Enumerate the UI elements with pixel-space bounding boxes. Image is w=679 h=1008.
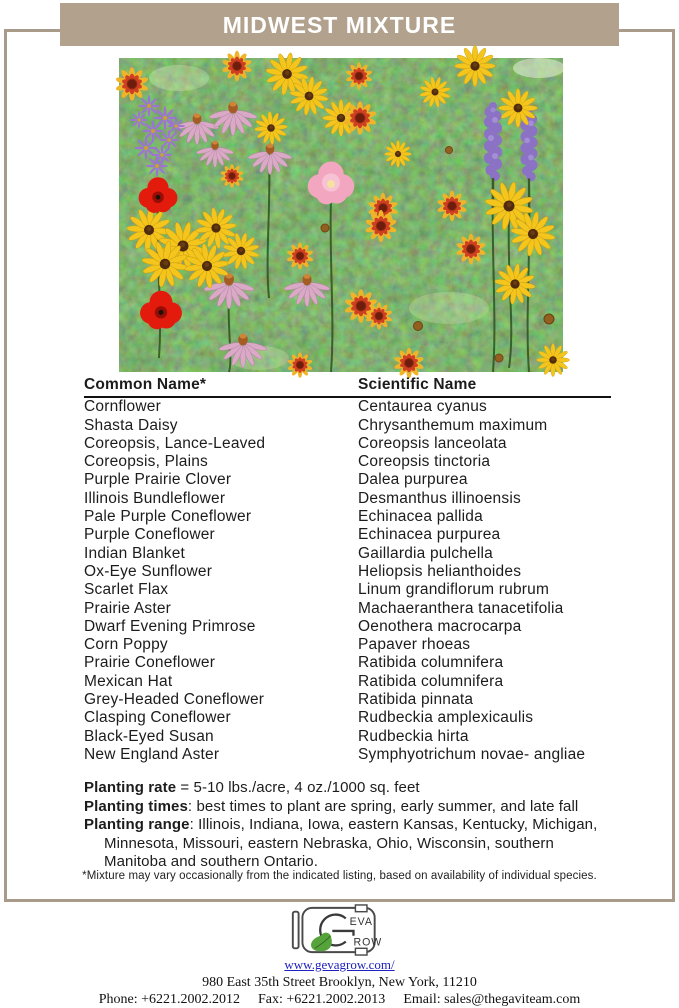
- footer: [0, 904, 679, 1008]
- table-row: Cornflower Centaurea cyanus: [84, 398, 488, 416]
- table-row: Prairie Coneflower Ratibida columnifera: [84, 654, 504, 672]
- table-row: Mexican Hat Ratibida columnifera: [84, 672, 504, 690]
- wildflower-meadow-image: [119, 58, 563, 372]
- table-row: Pale Purple Coneflower Echinacea pallida: [84, 508, 483, 526]
- mixture-disclaimer: *Mixture may vary occasionally from the indicated listing, based on availability of individual species.: [82, 870, 597, 882]
- page-title: MIDWEST MIXTURE: [222, 12, 457, 38]
- planting-range-line-3: Manitoba and southern Ontario.: [104, 853, 318, 871]
- table-row: Corn Poppy Papaver rhoeas: [84, 636, 471, 654]
- gevagrow-logo: [291, 904, 389, 956]
- table-row: Purple Prairie Clover Dalea purpurea: [84, 471, 468, 489]
- table-header-row: [84, 376, 611, 397]
- website-link[interactable]: www.gevagrow.com/: [284, 957, 395, 972]
- table-row: Scarlet Flax Linum grandiflorum rubrum: [84, 581, 550, 599]
- title-bar: [60, 3, 619, 46]
- table-row: Ox-Eye Sunflower Heliopsis helianthoides: [84, 562, 522, 580]
- table-row: Grey-Headed Coneflower Ratibida pinnata: [84, 691, 474, 709]
- phone-value: Phone: +6221.2002.2012: [98, 992, 241, 1007]
- planting-info: [84, 779, 640, 872]
- table-row: Purple Coneflower Echinacea purpurea: [84, 526, 501, 544]
- table-row: Coreopsis, Plains Coreopsis tinctoria: [84, 453, 491, 471]
- planting-rate-line: Planting rate = 5-10 lbs./acre, 4 oz./1000 sq. feet: [84, 779, 420, 796]
- table-row: Black-Eyed Susan Rudbeckia hirta: [84, 727, 469, 745]
- table-row: Clasping Coneflower Rudbeckia amplexicaulis: [84, 709, 534, 727]
- planting-range-line: Planting range: Illinois, Indiana, Iowa, eastern Kansas, Kentucky, Michigan,: [84, 816, 598, 834]
- species-table: [84, 376, 611, 764]
- table-row: Shasta Daisy Chrysanthemum maximum: [84, 416, 548, 434]
- table-row: Indian Blanket Gaillardia pulchella: [84, 544, 493, 562]
- wildflower-photo: [119, 58, 563, 372]
- logo-word-bottom: ROW: [352, 936, 382, 949]
- email-value: Email: sales@thegaviteam.com: [403, 992, 581, 1007]
- address-line: 980 East 35th Street Brooklyn, New York, 11210: [202, 975, 477, 990]
- fax-value: Fax: +6221.2002.2013: [258, 992, 386, 1007]
- table-row: Prairie Aster Machaeranthera tanacetifolia: [84, 599, 564, 617]
- table-row: Dwarf Evening Primrose Oenothera macrocarpa: [84, 617, 522, 635]
- table-row: Coreopsis, Lance-Leaved Coreopsis lanceolata: [84, 434, 507, 452]
- planting-times-line: Planting times: best times to plant are spring, early summer, and late fall: [84, 797, 579, 815]
- logo-word-top: EVA: [349, 916, 373, 929]
- column-header-scientific-name: Scientific Name: [358, 376, 611, 397]
- planting-range-line-2: Minnesota, Missouri, eastern Nebraska, Ohio, Wisconsin, southern: [104, 834, 554, 852]
- column-header-common-name: Common Name*: [84, 376, 358, 397]
- table-row: Illinois Bundleflower Desmanthus illinoensis: [84, 489, 521, 507]
- contact-line: [0, 992, 679, 1008]
- table-row: New England Aster Symphyotrichum novae- angliae: [84, 745, 586, 763]
